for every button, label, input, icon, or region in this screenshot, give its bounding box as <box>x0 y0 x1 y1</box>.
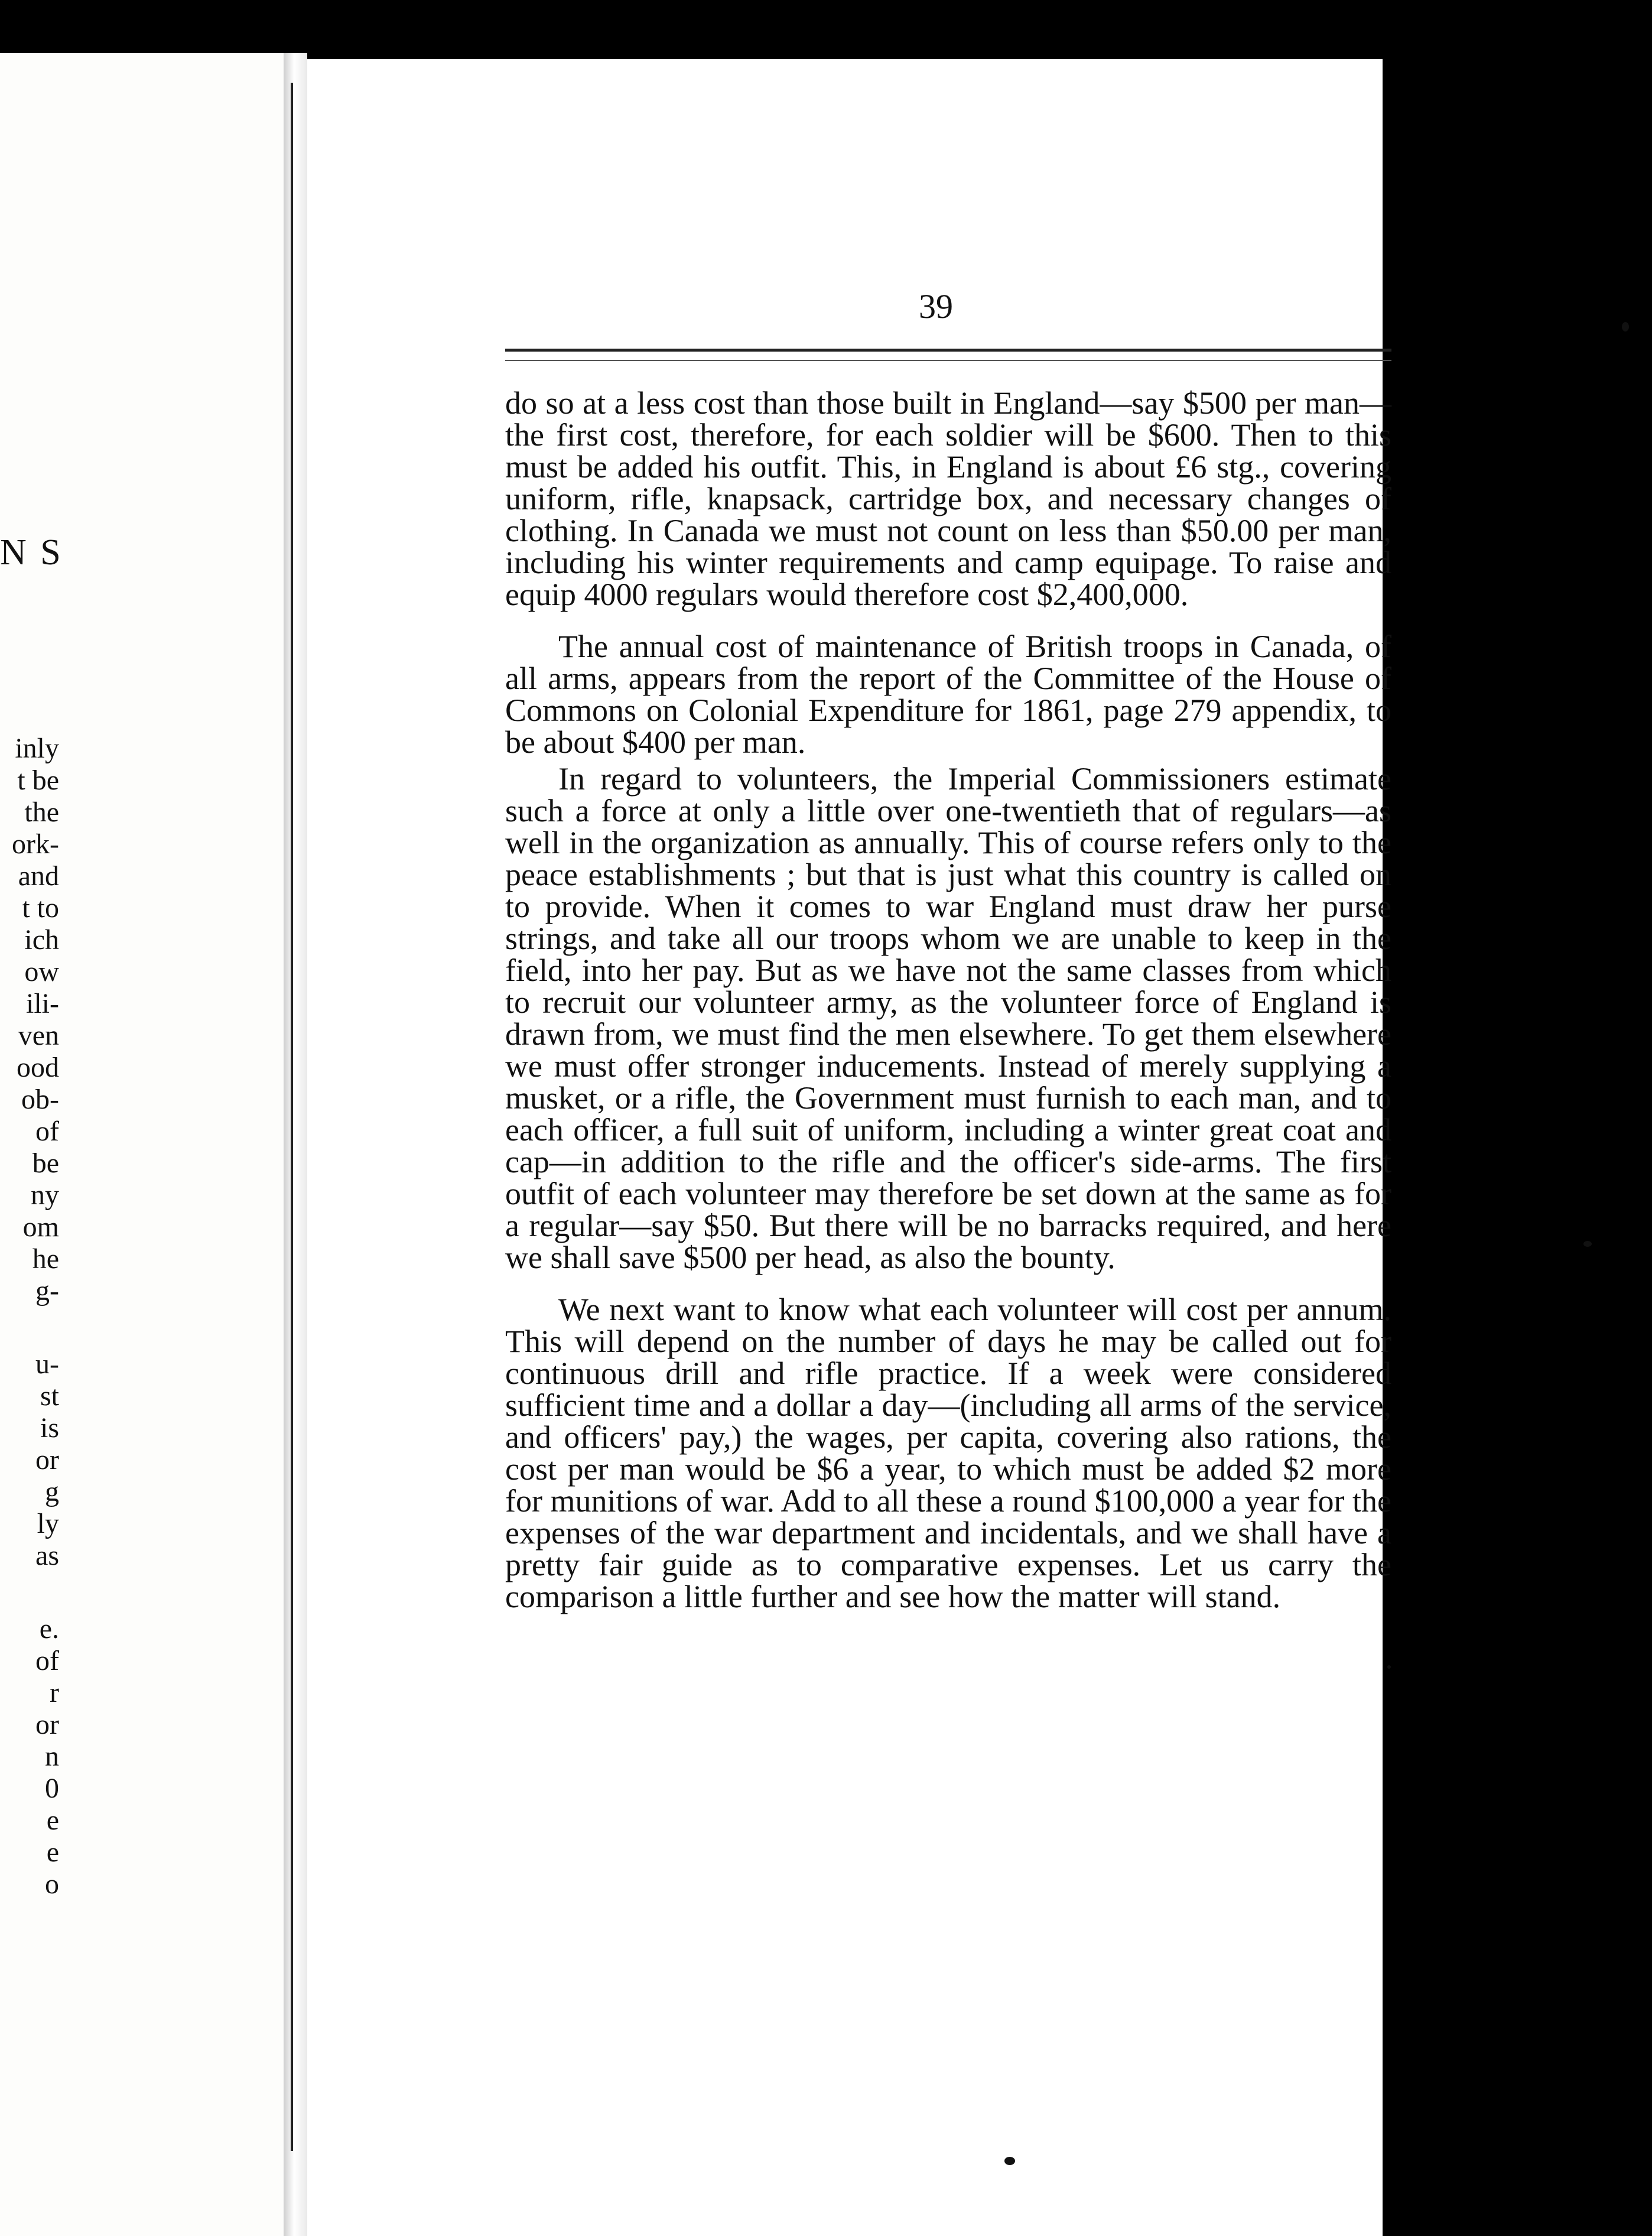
left-page-heading-fragment: N S <box>0 532 63 573</box>
left-page-line-fragment: n <box>45 1741 59 1772</box>
left-page-line-fragment: ili- <box>26 988 59 1019</box>
left-page-line-fragment: the <box>24 797 59 828</box>
left-page-line-fragment: g <box>45 1476 59 1507</box>
left-page-line-fragment: he <box>32 1243 59 1275</box>
page-number: 39 <box>919 287 953 326</box>
page-body-text <box>505 387 1391 1633</box>
left-page-line-fragment: ork- <box>12 828 59 860</box>
left-page-line-fragment: e. <box>39 1613 59 1644</box>
page-edge <box>1383 71 1652 2236</box>
left-page-line-fragment: or <box>35 1709 59 1740</box>
left-page-line-fragment: e <box>46 1837 59 1868</box>
left-page-line-fragment: ich <box>24 924 59 956</box>
book-gutter <box>284 53 307 2236</box>
binding-thread <box>291 83 293 2151</box>
left-page-line-fragment: ob- <box>21 1084 59 1115</box>
left-page-text-fragments <box>0 733 59 1900</box>
left-page-line-fragment: inly <box>15 733 59 764</box>
left-page-line-fragment: u- <box>35 1348 59 1380</box>
left-page-line-fragment: is <box>40 1412 59 1444</box>
left-page-line-fragment: e <box>46 1805 59 1836</box>
paragraph-volunteers: In regard to volunteers, the Imperial Commissioners estimate such a force at only a little over one-twentieth that of regulars—as well in the organization as annually. This of course refers only to the peace establishments ; but that is just what this country is called on to provide. When it comes to war England must draw her purse strings, and take all our troops whom we are unable to keep in the field, into her pay. But as we have not the same classes from which to recruit our volunteer army, as the volunteer force of England is drawn from, we must find the men elsewhere. To get them elsewhere we must offer stronger inducements. Instead of merely supplying a musket, or a rifle, the Government must furnish to each man, and to each officer, a full suit of uniform, including a winter great coat and cap—in addition to the rifle and the officer's side-arms. The first outfit of each volunteer may therefore be set down at the same as for a regular—say $50. But there will be no barracks required, and here we shall save $500 per head, as also the bounty. <box>505 761 1391 1275</box>
left-page-line-fragment: of <box>35 1645 59 1676</box>
left-page-line-fragment <box>0 1572 59 1613</box>
paragraph-maintenance-cost: The annual cost of maintenance of British troops in Canada, of all arms, appears from the report of the Committee of the House of Commons on Colonial Expenditure for 1861, page 279 appendix, to be about $400 per man. <box>505 629 1391 760</box>
header-rule <box>505 349 1391 361</box>
left-page-line-fragment: ven <box>18 1020 59 1051</box>
left-page-line-fragment: om <box>22 1211 59 1243</box>
left-page-line-fragment: and <box>18 860 59 892</box>
left-page-line-fragment: or <box>35 1444 59 1476</box>
left-page-line-fragment: as <box>35 1540 59 1571</box>
left-page-line-fragment: 0 <box>45 1773 59 1804</box>
paragraph-volunteer-annual-cost: We next want to know what each volunteer will cost per annum. This will depend on the number of days he may be called out for continuous drill and rifle practice. If a week were considered sufficient time and a dollar a day—(including all arms of the service, and officers' pay,) the wages, per capita, covering also rations, the cost per man would be $6 a year, to which must be added $2 more for munitions of war. Add to all these a round $100,000 a year for the expenses of the war department and incidentals, and we shall have a pretty fair guide as to comparative expenses. Let us carry the comparison a little further and see how the matter will stand. <box>505 1292 1391 1614</box>
left-page-line-fragment: t to <box>22 892 59 924</box>
left-page-line-fragment: g- <box>35 1275 59 1306</box>
left-facing-page <box>0 53 284 2236</box>
left-page-line-fragment: be <box>32 1148 59 1179</box>
left-page-line-fragment: ny <box>31 1179 59 1211</box>
left-page-line-fragment: ow <box>24 956 59 987</box>
left-page-line-fragment: o <box>45 1868 59 1900</box>
left-page-line-fragment <box>0 1307 59 1348</box>
left-page-line-fragment: t be <box>17 765 59 796</box>
left-page-line-fragment: st <box>40 1380 59 1412</box>
paragraph-outfit-cost: do so at a less cost than those built in England—say $500 per man—the first cost, therefore, for each soldier will be $600. Then to this must be added his outfit. This, in England is about £6 stg., covering uniform, rifle, knapsack, cartridge box, and necessary changes of clothing. In Canada we must not count on less than $50.00 per man, including his winter requirements and camp equipage. To raise and equip 4000 regulars would therefore cost $2,400,000. <box>505 385 1391 612</box>
left-page-line-fragment: r <box>50 1677 59 1708</box>
left-page-line-fragment: ood <box>17 1052 59 1083</box>
left-page-line-fragment: ly <box>37 1508 59 1539</box>
left-page-line-fragment: of <box>35 1116 59 1147</box>
